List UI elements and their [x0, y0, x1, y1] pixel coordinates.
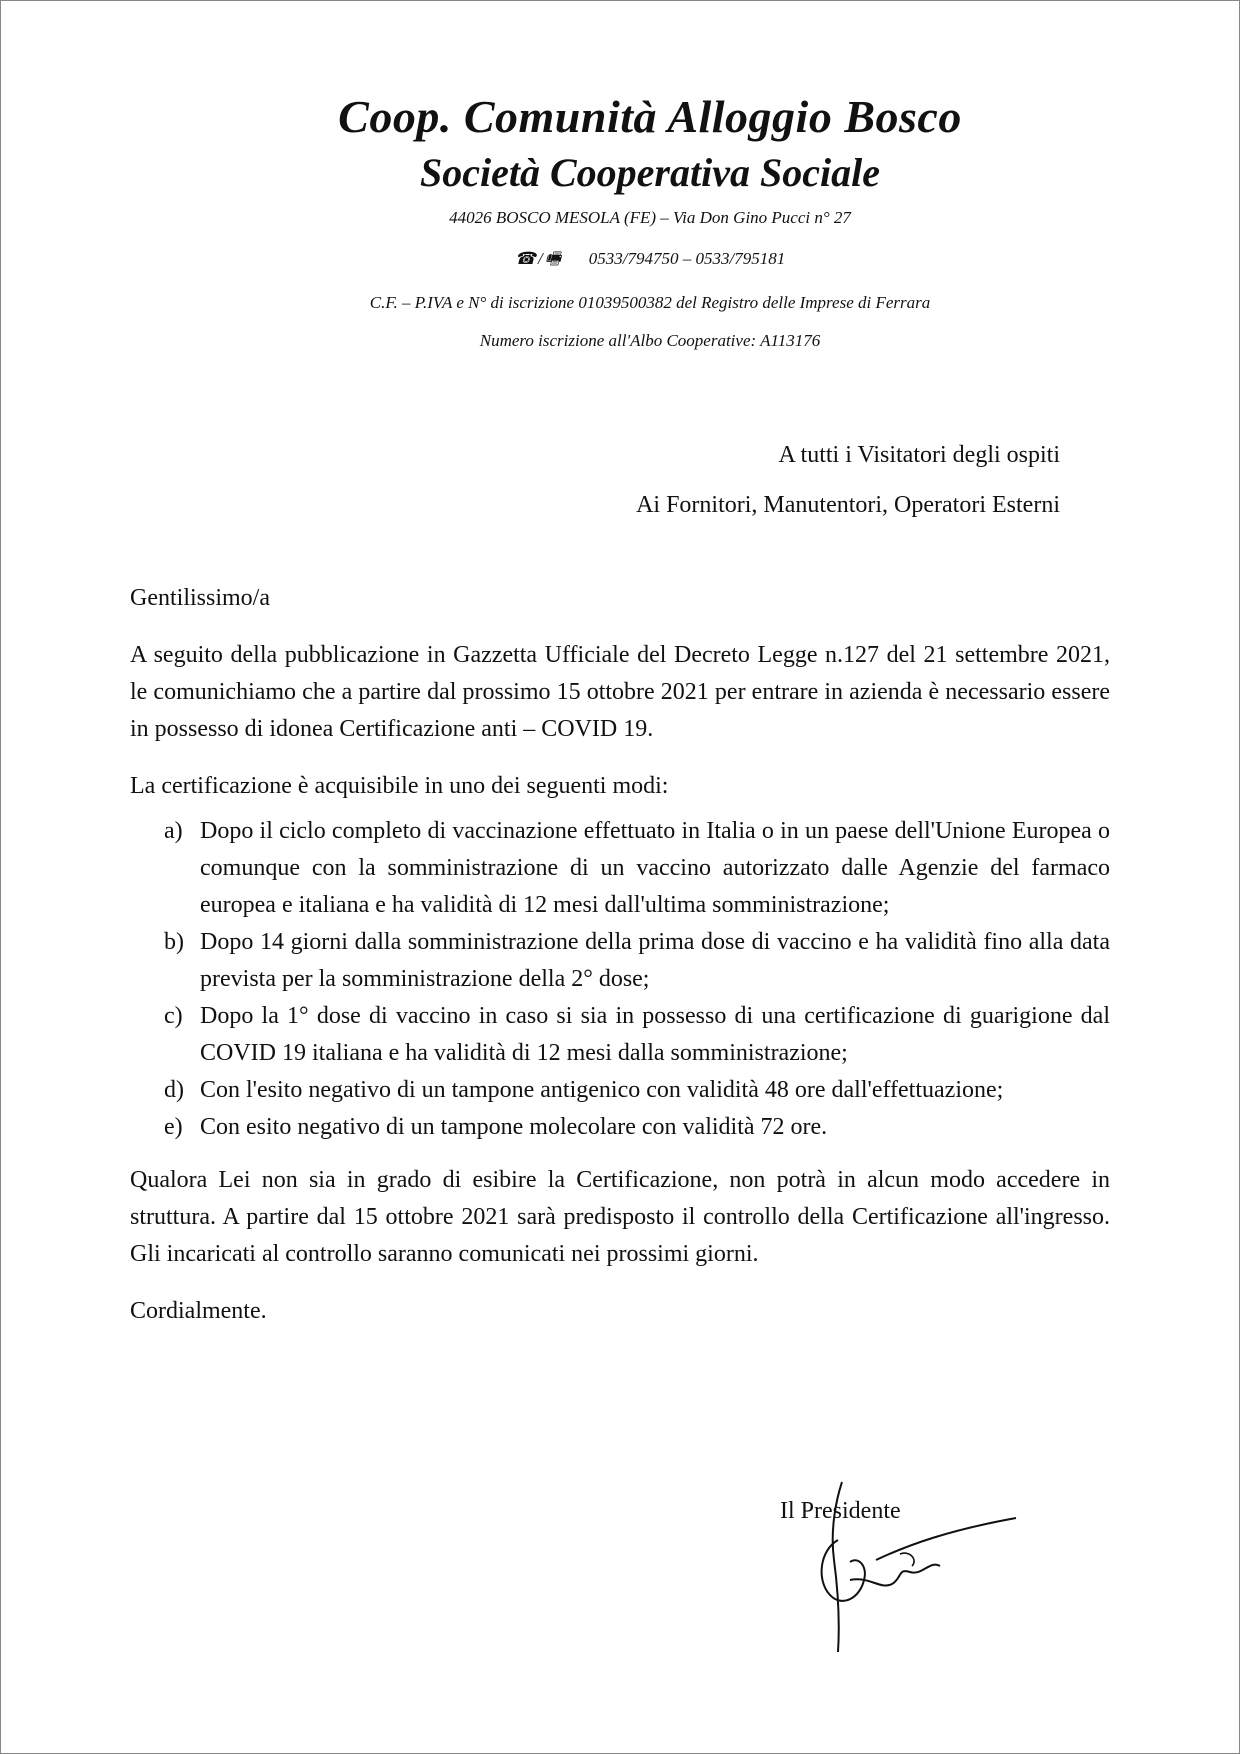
options-lead: La certificazione è acquisibile in uno dei seguenti modi: [130, 773, 669, 799]
list-item-text: Con esito negativo di un tampone molecolare con validità 72 ore. [200, 1114, 828, 1140]
sign-off: Cordialmente. [130, 1298, 267, 1324]
phone-fax-icon: ☎/🖷 [514, 249, 563, 268]
contact-line [60, 246, 1240, 275]
letter-body [130, 580, 1110, 1330]
list-item-letter: e) [164, 1114, 183, 1140]
list-item [164, 998, 1110, 1072]
list-item-text: Con l'esito negativo di un tampone antigenico con validità 48 ore dall'effettuazione; [200, 1077, 1004, 1103]
list-item [164, 813, 1110, 924]
list-item-letter: b) [164, 929, 184, 955]
list-item-letter: d) [164, 1077, 184, 1103]
signatory-role: Il Presidente [780, 1498, 901, 1524]
list-item-text: Dopo 14 giorni dalla somministrazione della prima dose di vaccino e ha validità fino alla data prevista per la somministrazione della 2° dose; [200, 929, 1110, 992]
phone-numbers: 0533/794750 – 0533/795181 [588, 249, 786, 268]
list-item-text: Dopo il ciclo completo di vaccinazione effettuato in Italia o in un paese dell'Unione Europea o comunque con la somministrazione di un vaccino autorizzato dalle Agenzie del farmaco europea e italiana e ha validità di 12 mesi dall'ultima somministrazione; [200, 818, 1110, 918]
handwritten-signature-icon [780, 1480, 1020, 1660]
list-item [164, 1072, 1110, 1109]
closing-paragraph: Qualora Lei non sia in grado di esibire la Certificazione, non potrà in alcun modo accedere in struttura. A partire dal 15 ottobre 2021 sarà predisposto il controllo della Certificazione all'ingresso. Gli incaricati al controllo saranno comunicati nei prossimi giorni. [130, 1167, 1110, 1267]
list-item-letter: c) [164, 1003, 183, 1029]
list-item-letter: a) [164, 818, 183, 844]
organization-type: Società Cooperativa Sociale [420, 150, 880, 195]
signature-block [780, 1480, 1020, 1660]
recipient-line-visitors: A tutti i Visitatori degli ospiti [778, 442, 1060, 468]
intro-paragraph: A seguito della pubblicazione in Gazzetta Ufficiale del Decreto Legge n.127 del 21 settembre 2021, le comunichiamo che a partire dal prossimo 15 ottobre 2021 per entrare in azienda è necessario essere in possesso di idonea Certificazione anti – COVID 19. [130, 642, 1110, 742]
list-item-text: Dopo la 1° dose di vaccino in caso si sia in possesso di una certificazione di guarigione dal COVID 19 italiana e ha validità di 12 mesi dalla somministrazione; [200, 1003, 1110, 1066]
recipients-block [636, 430, 1060, 530]
list-item [164, 1109, 1110, 1146]
tax-registration-line: C.F. – P.IVA e N° di iscrizione 01039500382 del Registro delle Imprese di Ferrara [369, 293, 931, 312]
greeting: Gentilissimo/a [130, 585, 270, 611]
recipient-line-suppliers: Ai Fornitori, Manutentori, Operatori Esterni [636, 492, 1060, 518]
list-item [164, 924, 1110, 998]
certification-options-list [164, 813, 1110, 1146]
letterhead [0, 90, 1240, 351]
organization-address: 44026 BOSCO MESOLA (FE) – Via Don Gino Pucci n° 27 [449, 208, 851, 227]
organization-name: Coop. Comunità Alloggio Bosco [338, 91, 962, 142]
albo-registration-line: Numero iscrizione all'Albo Cooperative: A113176 [479, 331, 821, 350]
